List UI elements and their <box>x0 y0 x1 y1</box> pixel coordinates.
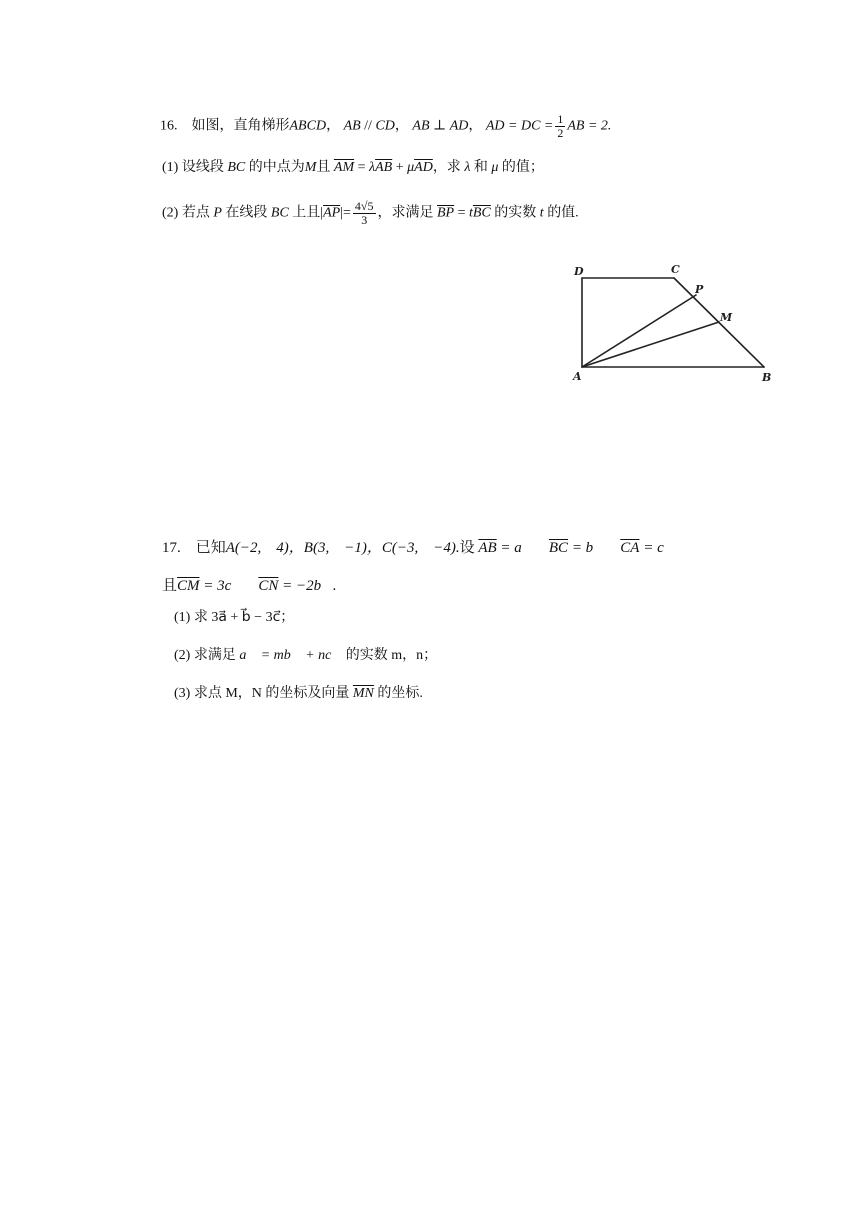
problem-16-part-2: (2) 若点 P 在线段 BC 上且$|\overline{AP}|=$ $\frac{4√5}{3}$ ，求满足 $\overline{BP} = t\overline{BC}$ 的实数 t 的值. <box>162 199 579 227</box>
vector-ad: $\overline{AD}$ <box>414 160 433 175</box>
label-a: A <box>573 370 582 383</box>
problem-16-statement: 16. 如图，直角梯形ABCD， AB // CD， AB ⊥ AD， AD = DC = $\frac{1}{2}$ AB = 2. <box>160 112 612 140</box>
problem-17-statement: 17. 已知A(−2, 4)，B(3, −1)，C(−3, −4).设 $\overline{AB}$ = a⃗， $\overline{BC}$ = b⃗， $\overline{CA}$ = c⃗， <box>162 540 688 556</box>
segment-ap <box>582 295 696 367</box>
fraction-one-half: $\frac{1}{2}$ <box>557 112 564 140</box>
trapezoid-figure <box>568 258 780 388</box>
vector-ap: $\overline{AP}$ <box>323 205 341 221</box>
problem-number: 17. <box>162 540 181 556</box>
label-b: B <box>762 371 772 384</box>
label-d: D <box>574 265 584 278</box>
vector-bp: $\overline{BP}$ <box>437 205 455 221</box>
segment-am <box>582 322 719 367</box>
problem-16-part-1: (1) 设线段 BC 的中点为M且 $\overline{AM} = \lambda\overline{AB} + \mu\overline{AD}$，求 λ 和 μ 的值； <box>162 160 544 175</box>
label-p: P <box>695 283 704 296</box>
vector-am: $\overline{AM}$ <box>333 160 355 175</box>
problem-17-part-2: (2) 求满足 a⃗ = mb⃗ + nc⃗ 的实数 m，n； <box>174 648 438 663</box>
problem-17-part-3: (3) 求点 M，N 的坐标及向量 $\overline{MN}$ 的坐标. <box>174 686 423 701</box>
vector-mn: $\overline{MN}$ <box>352 686 374 701</box>
vector-bc: $\overline{BC}$ <box>472 205 491 221</box>
vector-ab: $\overline{AB}$ <box>375 160 393 175</box>
vector-bc: $\overline{BC}$ <box>548 540 569 556</box>
problem-number: 16. <box>160 118 178 134</box>
vector-cm: $\overline{CM}$ <box>177 578 200 594</box>
vector-ca: $\overline{CA}$ <box>620 540 640 556</box>
problem-17-conditions: 且$\overline{CM}$ = 3c⃗， $\overline{CN}$ = −2b⃗. <box>162 578 337 594</box>
vector-ab: $\overline{AB}$ <box>478 540 497 556</box>
label-m: M <box>720 311 733 324</box>
fraction-4root5-over-3: $\frac{4√5}{3}$ <box>354 199 374 227</box>
label-c: C <box>671 263 680 276</box>
vector-cn: $\overline{CN}$ <box>258 578 279 594</box>
problem-17-part-1: (1) 求 3a⃗ + b⃗ − 3c⃗； <box>174 610 295 625</box>
